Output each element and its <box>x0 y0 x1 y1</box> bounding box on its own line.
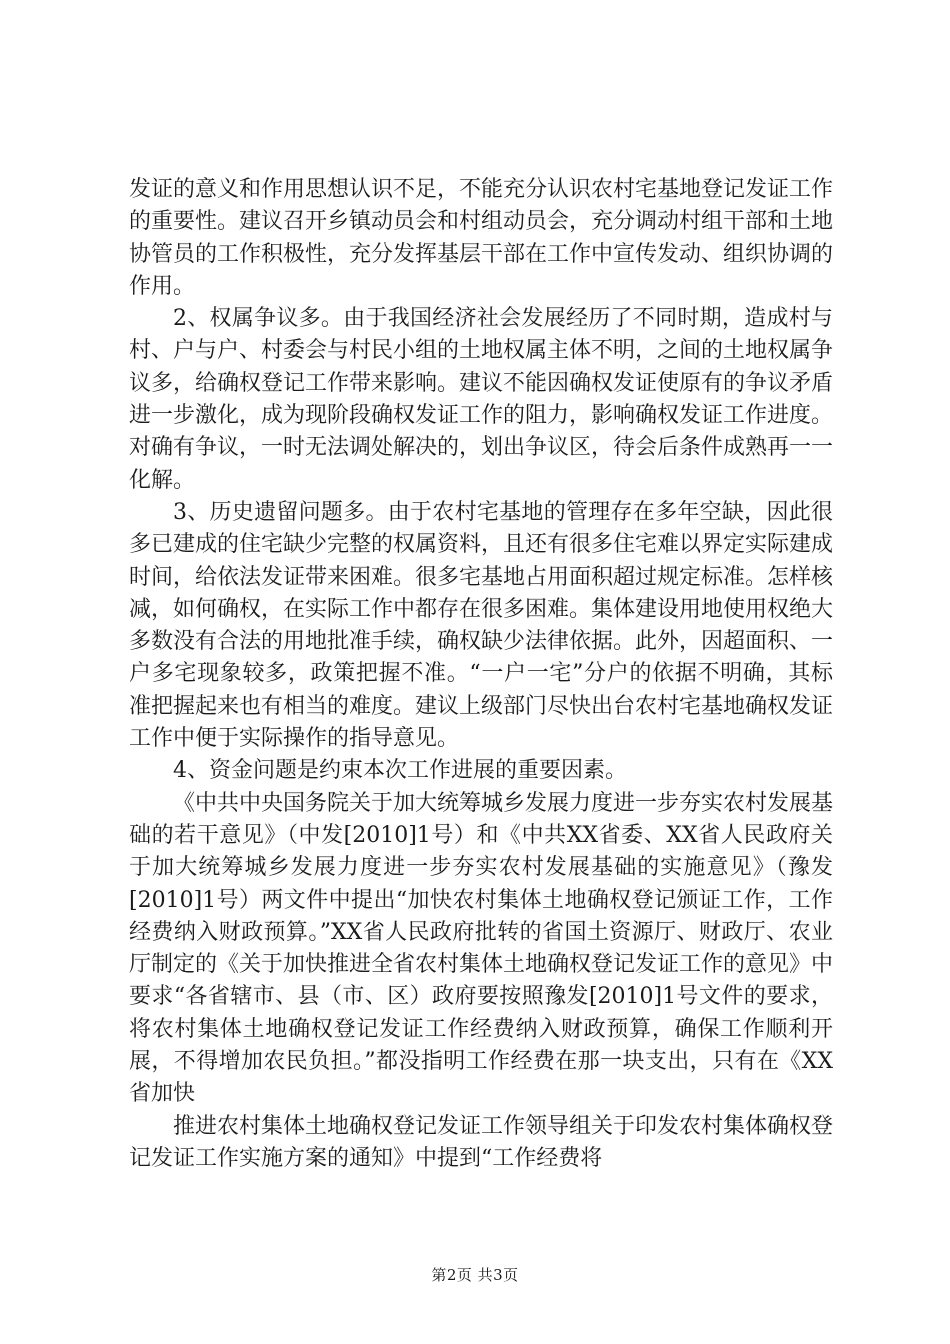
paragraph-historical-issues: 3、历史遗留问题多。由于农村宅基地的管理存在多年空缺，因此很多已建成的住宅缺少完整的权属资料，且还有很多住宅难以界定实际建成时间，给依法发证带来困难。很多宅基地占用面积超过规定标准。怎样核减，如何确权，在实际工作中都存在很多困难。集体建设用地使用权绝大多数没有合法的用地批准手续，确权缺少法律依据。此外，因超面积、一户多宅现象较多，政策把握不准。“一户一宅”分户的依据不明确，其标准把握起来也有相当的难度。建议上级部门尽快出台农村宅基地确权发证工作中便于实际操作的指导意见。 <box>129 499 834 752</box>
paragraph-implementation-notice: 推进农村集体土地确权登记发证工作领导组关于印发农村集体确权登记发证工作实施方案的通知》中提到“工作经费将 <box>129 1113 834 1171</box>
paragraph-ownership-disputes: 2、权属争议多。由于我国经济社会发展经历了不同时期，造成村与村、户与户、村委会与村民小组的土地权属主体不明，之间的土地权属争议多，给确权登记工作带来影响。建议不能因确权发证使原有的争议矛盾进一步激化，成为现阶段确权发证工作的阻力，影响确权发证工作进度。对确有争议，一时无法调处解决的，划出争议区，待会后条件成熟再一一化解。 <box>129 306 834 493</box>
paragraph-policy-documents: 《中共中央国务院关于加大统筹城乡发展力度进一步夯实农村发展基础的若干意见》（中发[2010]1号）和《中共XX省委、XX省人民政府关于加大统筹城乡发展力度进一步夯实农村发展基础的实施意见》（豫发[2010]1号）两文件中提出“加快农村集体土地确权登记颁证工作，工作经费纳入财政预算。”XX省人民政府批转的省国土资源厅、财政厅、农业厅制定的《关于加快推进全省农村集体土地确权登记发证工作的意见》中要求“各省辖市、县（市、区）政府要按照豫发[2010]1号文件的要求，将农村集体土地确权登记发证工作经费纳入财政预算，确保工作顺利开展，不得增加农民负担。”都没指明工作经费在那一块支出，只有在《XX省加快 <box>129 790 834 1107</box>
document-body <box>129 174 833 1175</box>
paragraph-funding-issue: 4、资金问题是约束本次工作进展的重要因素。 <box>173 758 627 784</box>
paragraph-continuation: 发证的意义和作用思想认识不足，不能充分认识农村宅基地登记发证工作的重要性。建议召开乡镇动员会和村组动员会，充分调动村组干部和土地协管员的工作积极性，充分发挥基层干部在工作中宣传发动、组织协调的作用。 <box>129 177 834 299</box>
page-number: 第2页 共3页 <box>431 1266 519 1284</box>
